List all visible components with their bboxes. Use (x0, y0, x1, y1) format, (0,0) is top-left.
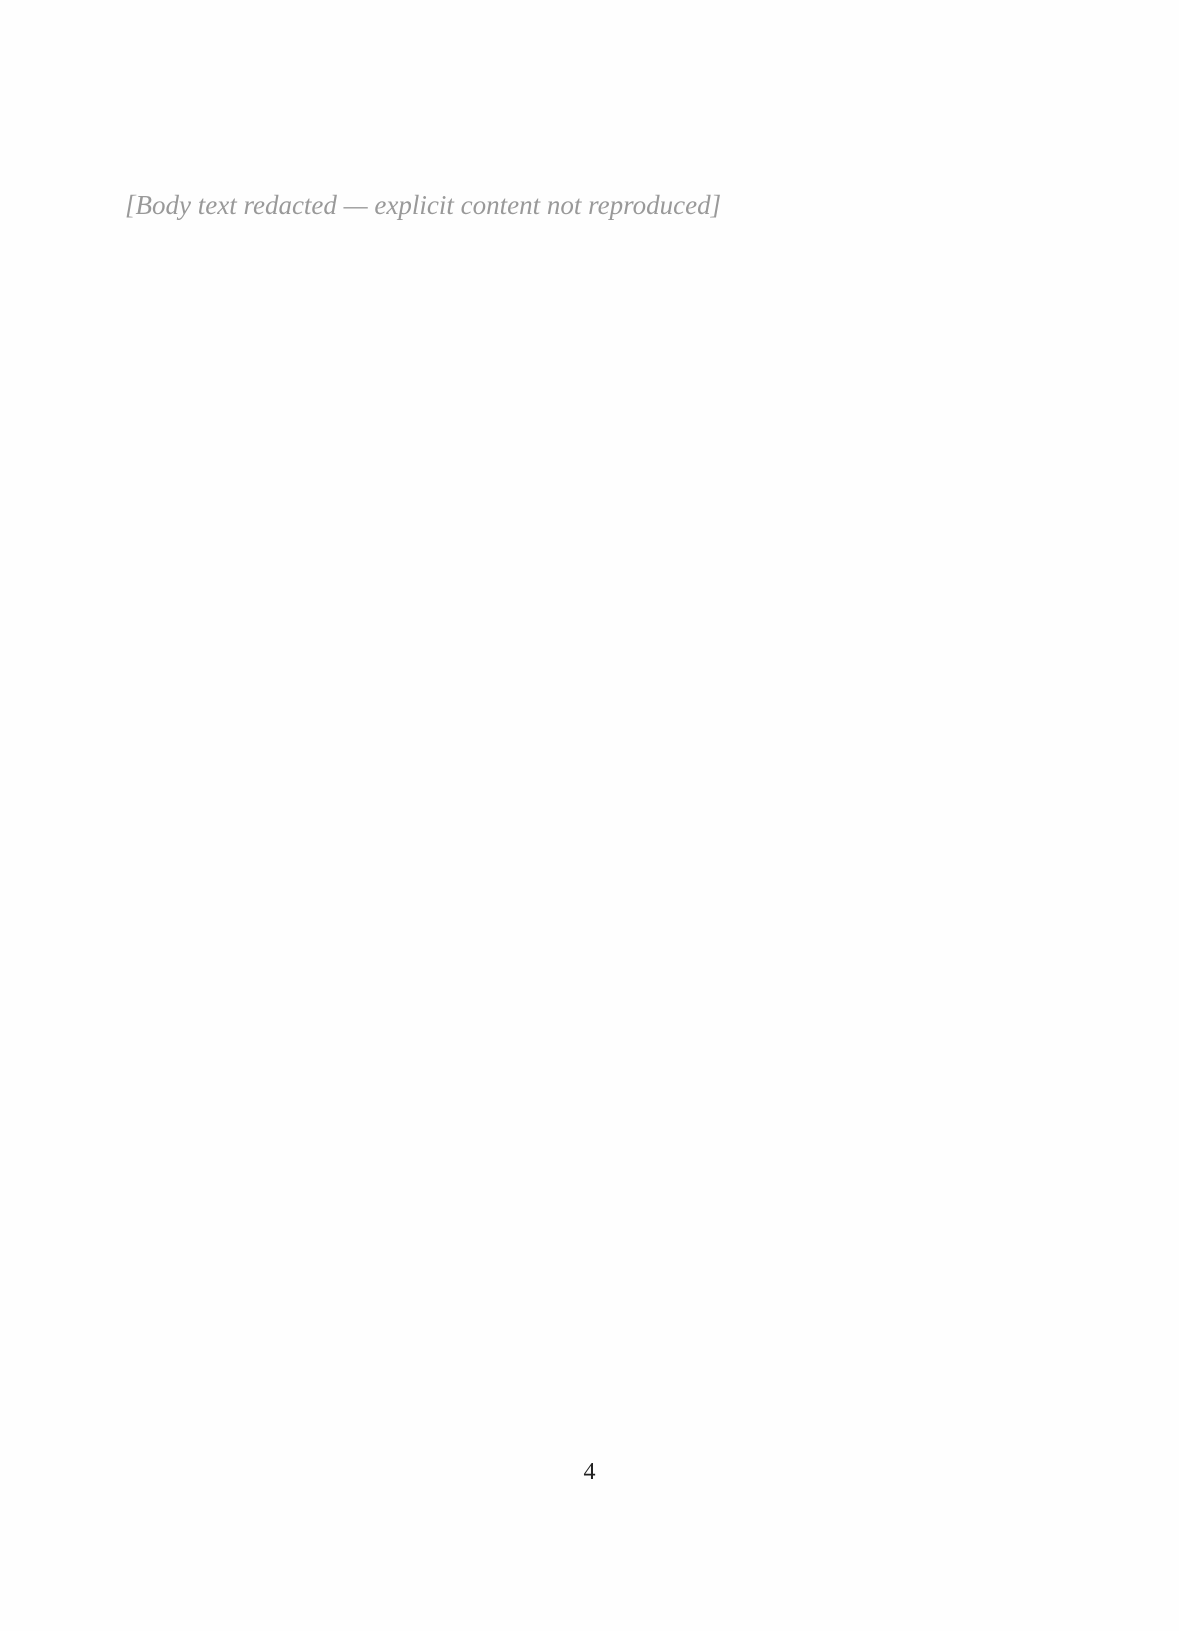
body-text (125, 185, 1064, 265)
redacted-paragraph: [Body text redacted — explicit content not reproduced] (125, 190, 722, 220)
page-number: 4 (583, 1459, 596, 1485)
